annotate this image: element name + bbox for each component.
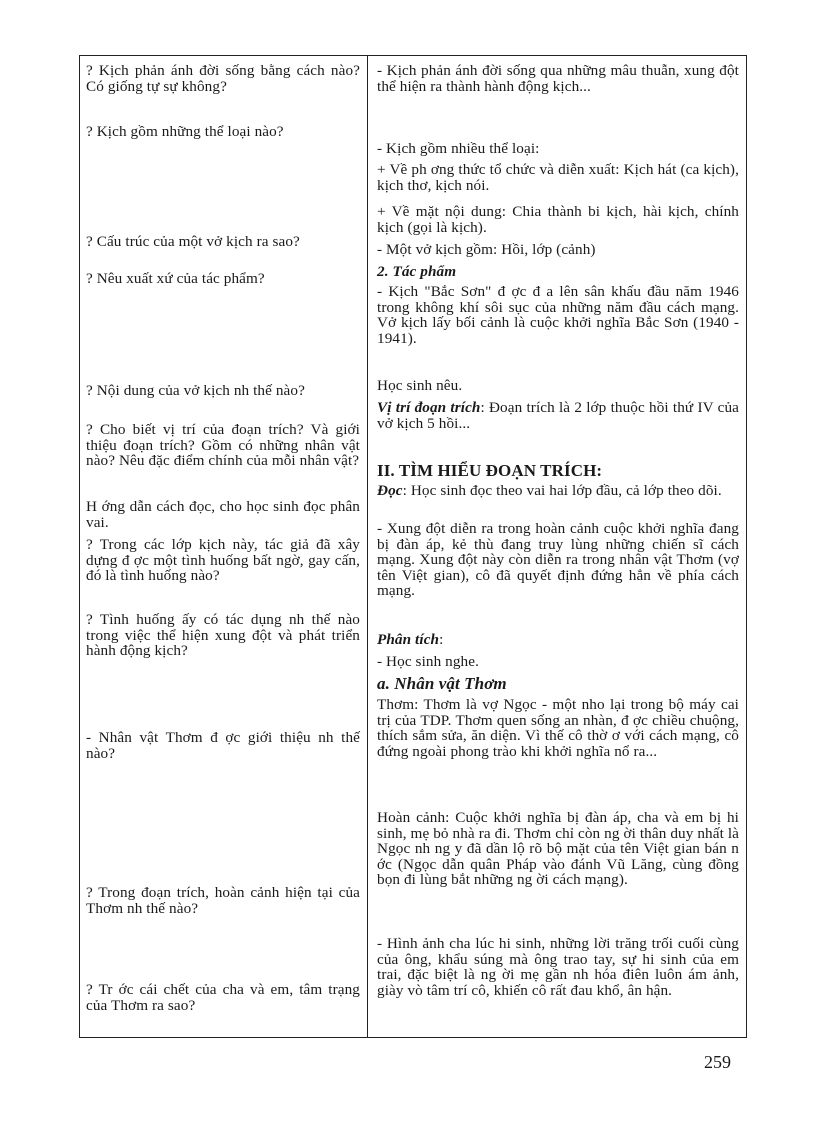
answer-2: - Kịch gồm nhiều thể loại:	[377, 140, 540, 157]
question-3: ? Cấu trúc của một vở kịch ra sao?	[86, 233, 300, 250]
section-heading-tac-pham: 2. Tác phẩm	[377, 263, 457, 280]
question-6: ? Cho biết vị trí của đoạn trích? Và giới thiệu đoạn trích? Gồm có những nhân vật nào? Nêu đặc điểm chính của mỗi nhân vật?	[86, 421, 360, 469]
question-4: ? Nêu xuất xứ của tác phẩm?	[86, 270, 265, 287]
question-8: ? Trong các lớp kịch này, tác giả đã xây dựng đ ợc một tình huống bất ngờ, gay cấn, đó là tình huống nào?	[86, 536, 360, 584]
answer-12: - Hình ảnh cha lúc hi sinh, những lời trăng trối cuối cùng của ông, khẩu súng mà ông trao tay, sự hi sinh của em trai, đặc biệt là ng ời mẹ gần nh hóa điên luôn ám ảnh, giày vò tâm trí cô, khiến cô rất đau khổ, ân hận.	[377, 935, 739, 999]
answer-11: Hoàn cảnh: Cuộc khởi nghĩa bị đàn áp, cha và em bị hi sinh, mẹ bỏ nhà ra đi. Thơm chỉ còn ng ời thân duy nhất là Ngọc nh ng y đã dần lộ rõ bộ mặt của tên Việt gian bán n ớc (Ngọc dẫn quân Pháp vào đánh Vũ Lăng, cùng đồng bọn đi lùng bắt những ng ời cách mạng).	[377, 809, 739, 888]
question-9: ? Tình huống ấy có tác dụng nh thế nào trong việc thể hiện xung đột và phát triển hành động kịch?	[86, 611, 360, 659]
section-heading-tim-hieu: II. TÌM HIỂU ĐOẠN TRÍCH:	[377, 461, 603, 480]
answer-8: - Xung đột diễn ra trong hoàn cảnh cuộc khởi nghĩa đang bị đàn áp, kẻ thù đang truy lùng những chiến sĩ cách mạng. Xung đột này còn diễn ra trong nhân vật Thơm (vợ tên Việt gian), cô đã quyết định đứng hẳn về phía cách mạng.	[377, 520, 739, 599]
question-2: ? Kịch gồm những thể loại nào?	[86, 123, 284, 140]
doc-text: : Học sinh đọc theo vai hai lớp đầu, cả lớp theo dõi.	[402, 482, 722, 499]
answer-9: - Học sinh nghe.	[377, 653, 479, 670]
answer-7: Học sinh nêu.	[377, 377, 463, 394]
lesson-table	[79, 55, 747, 1038]
answer-1: - Kịch phản ánh đời sống qua những mâu thuẫn, xung đột thể hiện ra thành hành động kịch...	[377, 62, 739, 95]
column-divider	[367, 56, 368, 1037]
answer-4: + Về mặt nội dung: Chia thành bi kịch, hài kịch, chính kịch (gọi là kịch).	[377, 203, 739, 236]
question-7: H ớng dẫn cách đọc, cho học sinh đọc phân vai.	[86, 498, 360, 531]
question-1: ? Kịch phản ánh đời sống bằng cách nào? Có giống tự sự không?	[86, 62, 360, 95]
answer-5: - Một vở kịch gồm: Hồi, lớp (cảnh)	[377, 241, 596, 258]
question-11: ? Trong đoạn trích, hoàn cảnh hiện tại của Thơm nh thế nào?	[86, 884, 360, 917]
doc-paragraph	[377, 483, 739, 499]
vi-tri-paragraph	[377, 400, 739, 431]
page-number: 259	[704, 1052, 731, 1072]
question-12: ? Tr ớc cái chết của cha và em, tâm trạng của Thơm ra sao?	[86, 981, 360, 1014]
answer-10: Thơm: Thơm là vợ Ngọc - một nho lại trong bộ máy cai trị của TDP. Thơm quen sống an nhàn, đ ợc chiều chuộng, thích sắm sửa, ăn diện. Vì thế cô thờ ơ với cách mạng, cô đứng ngoài phong trào khi khởi nghĩa nổ ra...	[377, 696, 739, 760]
phan-tich-paragraph	[377, 632, 739, 648]
doc-label: Đọc	[377, 482, 403, 499]
answer-6: - Kịch "Bắc Sơn" đ ợc đ a lên sân khấu đầu năm 1946 trong không khí sôi sục của những năm đầu cách mạng. Vở kịch lấy bối cảnh là cuộc khởi nghĩa Bắc Sơn (1940 - 1941).	[377, 283, 739, 347]
answer-3: + Về ph ơng thức tổ chức và diễn xuất: Kịch hát (ca kịch), kịch thơ, kịch nói.	[377, 161, 739, 194]
question-5: ? Nội dung của vở kịch nh thế nào?	[86, 382, 305, 399]
section-heading-nhan-vat-thom: a. Nhân vật Thơm	[377, 674, 507, 693]
phan-tich-label: Phân tích	[377, 631, 440, 648]
phan-tich-text: :	[439, 631, 444, 648]
vi-tri-label: Vị trí đoạn trích	[377, 399, 481, 416]
question-10: - Nhân vật Thơm đ ợc giới thiệu nh thế nào?	[86, 729, 360, 762]
vi-tri-text: : Đoạn trích là 2 lớp thuộc hồi thứ IV của vở kịch 5 hồi...	[377, 399, 739, 432]
